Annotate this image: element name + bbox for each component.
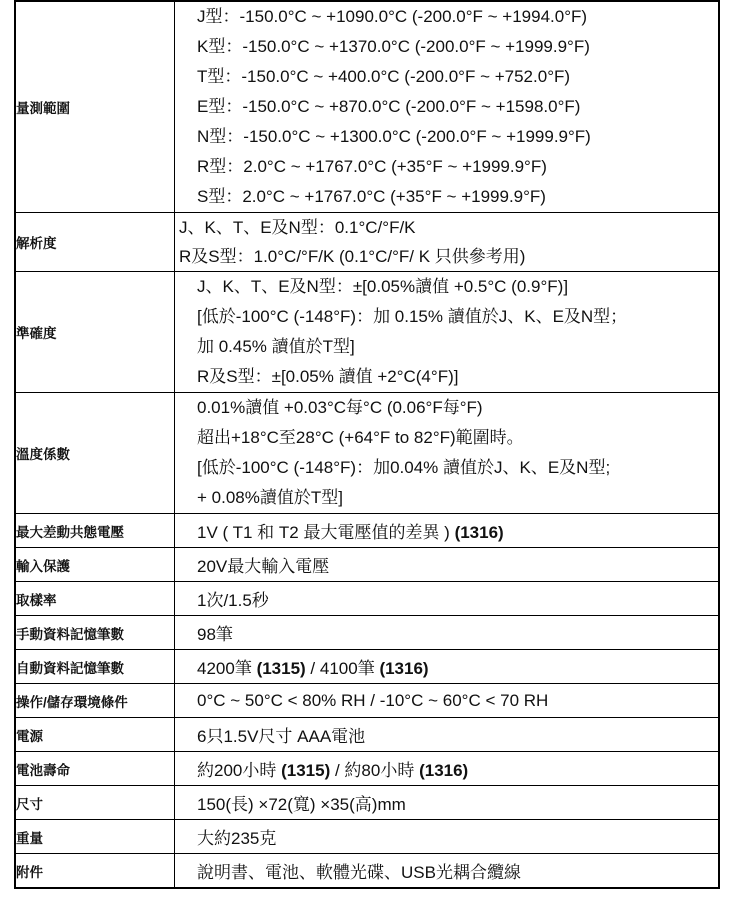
value-text: 4200筆 [197, 659, 252, 678]
value-line: 加 0.45% 讀值於T型] [197, 337, 355, 356]
value-line: E型：-150.0°C ~ +870.0°C (-200.0°F ~ +1598.0°F) [197, 97, 581, 116]
value-text: / 4100筆 [305, 659, 375, 678]
table-row [15, 786, 719, 820]
value-line: K型：-150.0°C ~ +1370.0°C (-200.0°F ~ +1999.9°F) [197, 37, 590, 56]
value-line: N型：-150.0°C ~ +1300.0°C (-200.0°F ~ +1999.9°F) [197, 127, 591, 146]
row-label: 附件 [15, 854, 175, 889]
row-label: 量測範圍 [15, 1, 175, 213]
row-value [175, 1, 720, 213]
value-text: 1V ( T1 和 T2 最大電壓值的差異 ) [197, 523, 450, 542]
row-value [175, 272, 720, 393]
table-row [15, 582, 719, 616]
row-label: 溫度係數 [15, 393, 175, 514]
row-value: 1次/1.5秒 [175, 582, 720, 616]
table-row [15, 213, 719, 272]
row-value: 150(長) ×72(寬) ×35(高)mm [175, 786, 720, 820]
row-value: 20V最大輸入電壓 [175, 548, 720, 582]
row-label: 準確度 [15, 272, 175, 393]
model-tag: (1315) [256, 659, 306, 678]
value-line: R及S型：1.0°C/°F/K (0.1°C/°F/ K 只供參考用) [179, 247, 526, 266]
value-line: T型：-150.0°C ~ +400.0°C (-200.0°F ~ +752.0°F) [197, 67, 571, 86]
table-row [15, 650, 719, 684]
value-line: 超出+18°C至28°C (+64°F to 82°F)範圍時。 [197, 428, 524, 447]
row-label: 手動資料記憶筆數 [15, 616, 175, 650]
table-row [15, 820, 719, 854]
row-value [175, 393, 720, 514]
row-value: 98筆 [175, 616, 720, 650]
value-line: [低於-100°C (-148°F)：加 0.15% 讀值於J、K、E及N型； [197, 307, 628, 326]
value-text: / 約80小時 [330, 761, 415, 780]
row-label: 輸入保護 [15, 548, 175, 582]
model-tag: (1315) [281, 761, 331, 780]
row-label: 解析度 [15, 213, 175, 272]
row-value [175, 514, 720, 548]
table-row [15, 616, 719, 650]
row-value [175, 213, 720, 272]
row-value: 6只1.5V尺寸 AAA電池 [175, 718, 720, 752]
table-row [15, 548, 719, 582]
spec-table-container [14, 0, 720, 889]
value-line: S型：2.0°C ~ +1767.0°C (+35°F ~ +1999.9°F) [197, 187, 546, 206]
value-line: J、K、T、E及N型：0.1°C/°F/K [179, 218, 416, 237]
row-label: 尺寸 [15, 786, 175, 820]
value-line: 0.01%讀值 +0.03°C每°C (0.06°F每°F) [197, 398, 483, 417]
row-label: 重量 [15, 820, 175, 854]
row-value: 大約235克 [175, 820, 720, 854]
row-label: 取樣率 [15, 582, 175, 616]
value-line: R及S型：±[0.05% 讀值 +2°C(4°F)] [197, 367, 459, 386]
value-line: + 0.08%讀值於T型] [197, 488, 343, 507]
table-row [15, 684, 719, 718]
value-line: J型：-150.0°C ~ +1090.0°C (-200.0°F ~ +1994.0°F) [197, 7, 588, 26]
table-row [15, 854, 719, 889]
row-value: 說明書、電池、軟體光碟、USB光耦合纜線 [175, 854, 720, 889]
table-row [15, 752, 719, 786]
value-line: J、K、T、E及N型：±[0.05%讀值 +0.5°C (0.9°F)] [197, 277, 569, 296]
value-line: R型：2.0°C ~ +1767.0°C (+35°F ~ +1999.9°F) [197, 157, 547, 176]
model-tag: (1316) [454, 523, 504, 542]
model-tag: (1316) [379, 659, 429, 678]
row-label: 操作/儲存環境條件 [15, 684, 175, 718]
row-label: 自動資料記憶筆數 [15, 650, 175, 684]
value-line: [低於-100°C (-148°F)：加0.04% 讀值於J、K、E及N型; [197, 458, 611, 477]
table-row [15, 718, 719, 752]
value-text: 約200小時 [197, 761, 277, 780]
table-row [15, 272, 719, 393]
model-tag: (1316) [419, 761, 469, 780]
row-label: 最大差動共態電壓 [15, 514, 175, 548]
row-value [175, 650, 720, 684]
table-row [15, 1, 719, 213]
row-label: 電池壽命 [15, 752, 175, 786]
row-value: 0°C ~ 50°C < 80% RH / -10°C ~ 60°C < 70 RH [175, 684, 720, 718]
spec-table [14, 0, 720, 889]
table-row [15, 393, 719, 514]
row-value [175, 752, 720, 786]
row-label: 電源 [15, 718, 175, 752]
table-row [15, 514, 719, 548]
